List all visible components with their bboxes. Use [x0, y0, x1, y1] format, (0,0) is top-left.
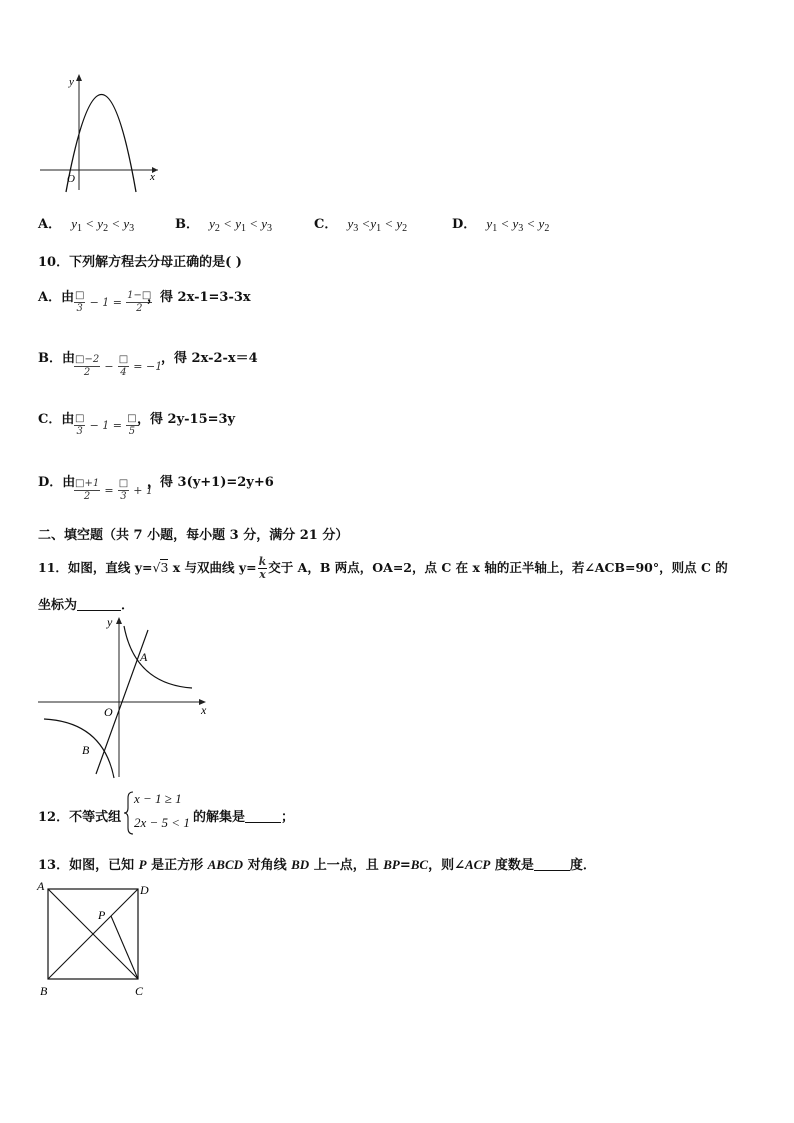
q12-stem-end: 的解集是 ；: [193, 810, 295, 825]
q13-square-figure: [34, 878, 154, 1003]
q10-option-d-equation: [74, 478, 153, 503]
q11-text-part: 11．如图，直线 y=: [38, 560, 153, 575]
q13-point-p-label: P: [98, 908, 106, 922]
q12-inequality-2: 2x − 5 < 1: [134, 815, 190, 830]
fraction: $\frac{□-2}{2}$: [75, 354, 100, 378]
q13-vertex-a-label: A: [37, 879, 45, 893]
option-letter: A．: [38, 217, 62, 232]
q11-origin-label: O: [104, 705, 113, 719]
option-label: B．由: [38, 351, 75, 366]
q13-vertex-d-label: D: [140, 883, 149, 897]
q11-hyperbola-graph: [34, 612, 214, 782]
option-label: C．由: [38, 412, 75, 427]
fraction: $\frac{□}{3}$: [75, 290, 85, 314]
q11-line2: 坐标为 ．: [38, 598, 135, 613]
q12-text-part: 的解集是: [193, 810, 246, 825]
option-label: A．由: [38, 290, 75, 305]
q9-option-c: [314, 213, 407, 234]
q10-option-d-result: ，得 3(y+1)=2y+6: [147, 475, 274, 490]
q10-option-a: [38, 286, 74, 305]
answer-blank: [77, 598, 121, 611]
q9-option-c-expr: $y_3 <y_1 < y_2$: [347, 216, 408, 234]
q9-origin-label: O: [67, 173, 75, 185]
equation-operator: =: [104, 484, 114, 497]
equation-operator: −: [104, 360, 114, 373]
q13-stem: 13．如图，已知 P 是正方形 ABCD 对角线 BD 上一点，且 BP=BC，则∠ACP 度数是 度．: [38, 857, 596, 873]
q10-option-c-result: ，得 2y-15=3y: [137, 412, 236, 427]
answer-blank: [245, 810, 281, 823]
q10-option-c-equation: [74, 413, 138, 438]
q10-option-b-equation: [74, 354, 162, 379]
equation-operator: + 1: [133, 484, 154, 497]
q9-option-a-expr: $y_1 < y_2 < y_3$: [71, 216, 135, 234]
equation-operator: − 1 =: [89, 419, 123, 432]
fraction: $\frac{□}{3}$: [118, 478, 129, 502]
fraction: $\frac{□+1}{2}$: [75, 478, 100, 502]
q9-axis-x-label: x: [150, 171, 155, 183]
q10-option-d: [38, 471, 75, 490]
q11-axis-y-label: y: [107, 615, 113, 629]
q9-option-a: [38, 213, 134, 234]
q13-vertex-c-label: C: [135, 984, 144, 998]
fraction: $\frac{1-□}{2}$: [127, 290, 152, 314]
option-letter: D．: [452, 217, 477, 232]
q12-inequality-1: x − 1 ≥ 1: [134, 791, 182, 806]
q11-stem: [38, 556, 728, 581]
q9-option-d: [452, 213, 549, 234]
fraction: $\frac{□}{3}$: [75, 413, 85, 437]
q9-option-b-expr: $y_2 < y_1 < y_3$: [209, 216, 273, 234]
q11-point-a-label: A: [140, 650, 148, 664]
sqrt-expression: √3: [152, 560, 169, 575]
q9-option-b: [175, 213, 272, 234]
option-letter: B．: [175, 217, 199, 232]
q9-parabola-graph: [38, 70, 168, 195]
q10-option-c: [38, 408, 74, 427]
q12-brace: [124, 791, 134, 835]
q11-axis-x-label: x: [201, 703, 207, 717]
q9-option-d-expr: $y_1 < y_3 < y_2$: [486, 216, 550, 234]
fraction: $\frac{□}{5}$: [127, 413, 137, 437]
q11-text-part: x 与双曲线 y=: [168, 560, 257, 575]
fraction: $\frac{□}{4}$: [118, 354, 129, 378]
answer-blank: [534, 858, 570, 871]
equation-operator: − 1 =: [89, 296, 123, 309]
equation-operator: = −1: [133, 360, 163, 373]
fraction-k-over-x: $\frac{k}{x}$: [258, 555, 267, 581]
q10-stem: 10．下列解方程去分母正确的是( ): [38, 255, 242, 270]
option-letter: C．: [314, 217, 338, 232]
section-heading: 二、填空题（共 7 小题，每小题 3 分，满分 21 分）: [38, 528, 349, 543]
q11-text-part: 坐标为: [38, 598, 78, 613]
q12-stem-start: 12．不等式组: [38, 810, 122, 825]
option-label: D．由: [38, 475, 76, 490]
q9-axis-y-label: y: [69, 76, 74, 88]
q11-point-b-label: B: [82, 743, 90, 757]
q10-option-a-result: ，得 2x-1=3-3x: [147, 290, 251, 305]
q13-vertex-b-label: B: [40, 984, 48, 998]
q10-option-a-equation: [74, 290, 152, 315]
q11-text-part: 交于 A，B 两点，OA=2，点 C 在 x 轴的正半轴上，若∠ACB=90°，则点 C 的: [268, 560, 728, 575]
q10-option-b-result: ，得 2x-2-x＝4: [161, 351, 258, 366]
q10-option-b: [38, 347, 75, 366]
